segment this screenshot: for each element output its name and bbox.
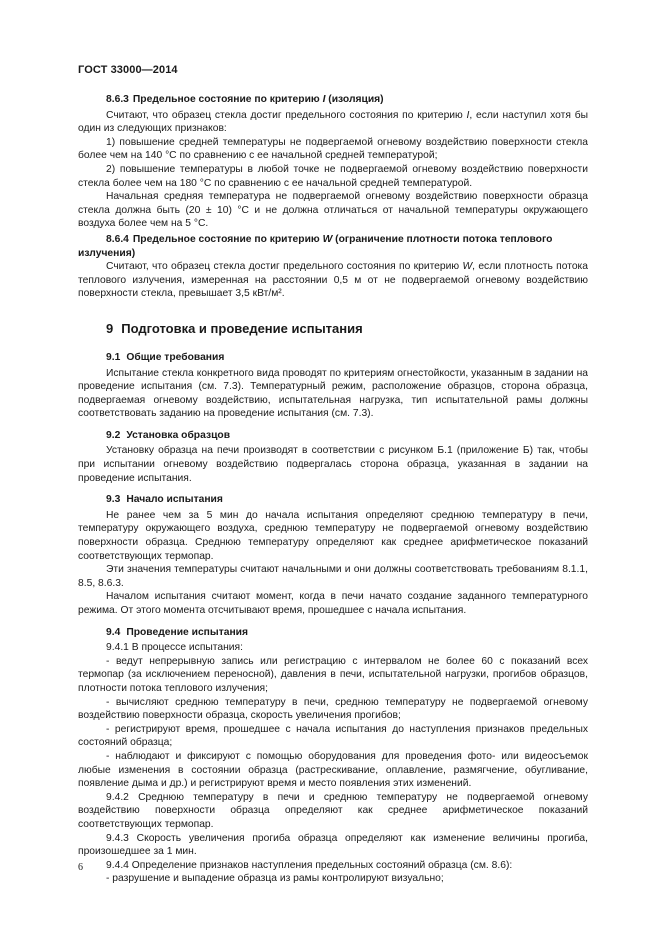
paragraph [78, 109, 588, 136]
clause-9-3-heading [78, 493, 588, 507]
section-number: 9 [106, 320, 114, 336]
clause-title: Проведение испытания [126, 626, 249, 638]
page-number: 6 [78, 862, 83, 873]
clause-8-6-3-heading [78, 93, 588, 107]
clause-title-part: Предельное состояние по критерию [132, 233, 323, 245]
clause-8-6-4-heading [78, 233, 588, 260]
clause-title-part: Предельное состояние по критерию [132, 94, 323, 105]
clause-number: 8.6.3 [106, 94, 129, 105]
clause-number: 9.4 [106, 626, 121, 638]
paragraph: 9.4.2 Среднюю температуру в печи и среднюю температуру не подвергаемой огневому воздействию поверхности образца определяют как среднее арифметическое показаний соответствующих термопар. [78, 791, 588, 830]
paragraph: Установку образца на печи производят в соответствии с рисунком Б.1 (приложение Б) так, чтобы при испытании огневому воздействию подвергалась сторона образца, указанная в задании на проведение испытания. [78, 445, 588, 484]
paragraph: 9.4.4 Определение признаков наступления предельных состояний образца (см. 8.6): [106, 859, 513, 871]
clause-number: 9.2 [106, 429, 121, 441]
bullet-item: - ведут непрерывную запись или регистрацию с интервалом не более 60 с показаний всех термопар (за исключением переносной), давления в печи, испытательной нагрузки, прогибов образцов, плотности потока теплового излучения; [78, 655, 588, 694]
clause-number: 8.6.4 [106, 233, 129, 245]
clause-number: 9.3 [106, 494, 121, 506]
paragraph: Эти значения температуры считают начальными и они должны соответствовать требованиям 8.1.1, 8.5, 8.6.3. [78, 564, 588, 589]
clause-title: Общие требования [126, 351, 225, 363]
paragraph: Не ранее чем за 5 мин до начала испытания определяют среднюю температуру в печи, температуру окружающего воздуха, среднюю температуру не подвергаемой огневому воздействию поверхности образца. Среднюю температуру определяют как среднее арифметическое показаний соответствующих термопар. [78, 509, 588, 562]
text-run: Считают, что образец стекла достиг предельного состояния по критерию [106, 261, 463, 273]
paragraph: 9.4.3 Скорость увеличения прогиба образца определяют как изменение величины прогиба, произошедшее за 1 мин. [78, 832, 588, 858]
paragraph: Испытание стекла конкретного вида проводят по критериям огнестойкости, указанным в задании на проведение испытания (см. 7.3). Температурный режим, расположение образцов, сторона образца, подвергаемая огневому воздействию, испытательная нагрузка, тип испытательной рамы должны соответствовать заданию на проведение испытания (см. 7.3). [78, 367, 588, 420]
paragraph: Началом испытания считают момент, когда в печи начато создание заданного температурного режима. От этого момента отсчитывают время, прошедшее с начала испытания. [78, 591, 588, 616]
document-header: ГОСТ 33000—2014 [78, 64, 178, 76]
criterion-symbol: W [462, 261, 473, 273]
text-run: , если наступил хотя бы один из следующих признаков: [78, 109, 588, 135]
list-item: 2) повышение температуры в любой точке не подвергаемой огневому воздействию поверхности стекла более чем на 180 °С по сравнению с ее начальной средней температурой. [78, 163, 588, 189]
paragraph: 9.4.1 В процессе испытания: [106, 642, 243, 654]
clause-title: Начало испытания [126, 494, 223, 506]
text-run: Считают, что образец стекла достиг предельного состояния по критерию [106, 109, 467, 121]
bullet-item: - регистрируют время, прошедшее с начала испытания до наступления признаков предельных состояний образца; [78, 723, 588, 749]
list-item: 1) повышение средней температуры не подвергаемой огневому воздействию поверхности стекла более чем на 140 °С по сравнению с ее начальной средней температурой; [78, 136, 588, 162]
clause-title-part: (изоляция) [325, 94, 384, 105]
bullet-item: - вычисляют среднюю температуру в печи, среднюю температуру не подвергаемой огневому воздействию поверхности образца, скорость увеличения прогибов; [78, 696, 588, 722]
page-body [78, 93, 588, 886]
paragraph [78, 260, 588, 301]
criterion-symbol: I [322, 94, 326, 105]
text-run: , если плотность потока теплового излучения, измеренная на расстоянии 0,5 м от не подвергаемой огневому воздействию поверхности стекла, превышает 3,5 кВт/м². [78, 261, 589, 300]
section-title: Подготовка и проведение испытания [121, 320, 363, 336]
paragraph: Начальная средняя температура не подвергаемой огневому воздействию поверхности образца стекла должна быть (20 ± 10) °С и не должна отличаться от начальной температуры окружающего воздуха более чем на 5 °С. [78, 191, 588, 230]
clause-number: 9.1 [106, 351, 121, 363]
clause-9-1-heading [78, 351, 588, 365]
bullet-item: - наблюдают и фиксируют с помощью оборудования для проведения фото- или видеосъемок любые изменения в состоянии образца (растрескивание, оплавление, размягчение, обугливание, появление дыма и др.) и регистрируют время и место появления этих изменений. [78, 750, 588, 790]
criterion-symbol: I [466, 109, 470, 121]
clause-9-2-heading [78, 429, 588, 443]
section-9-heading [78, 321, 588, 337]
criterion-symbol: W [322, 233, 333, 245]
clause-title: Установка образцов [126, 429, 231, 441]
bullet-item: - разрушение и выпадение образца из рамы контролируют визуально; [106, 873, 444, 885]
clause-title-part: (ограничение плотности потока теплового излучения) [78, 233, 553, 259]
clause-9-4-heading [78, 626, 588, 640]
